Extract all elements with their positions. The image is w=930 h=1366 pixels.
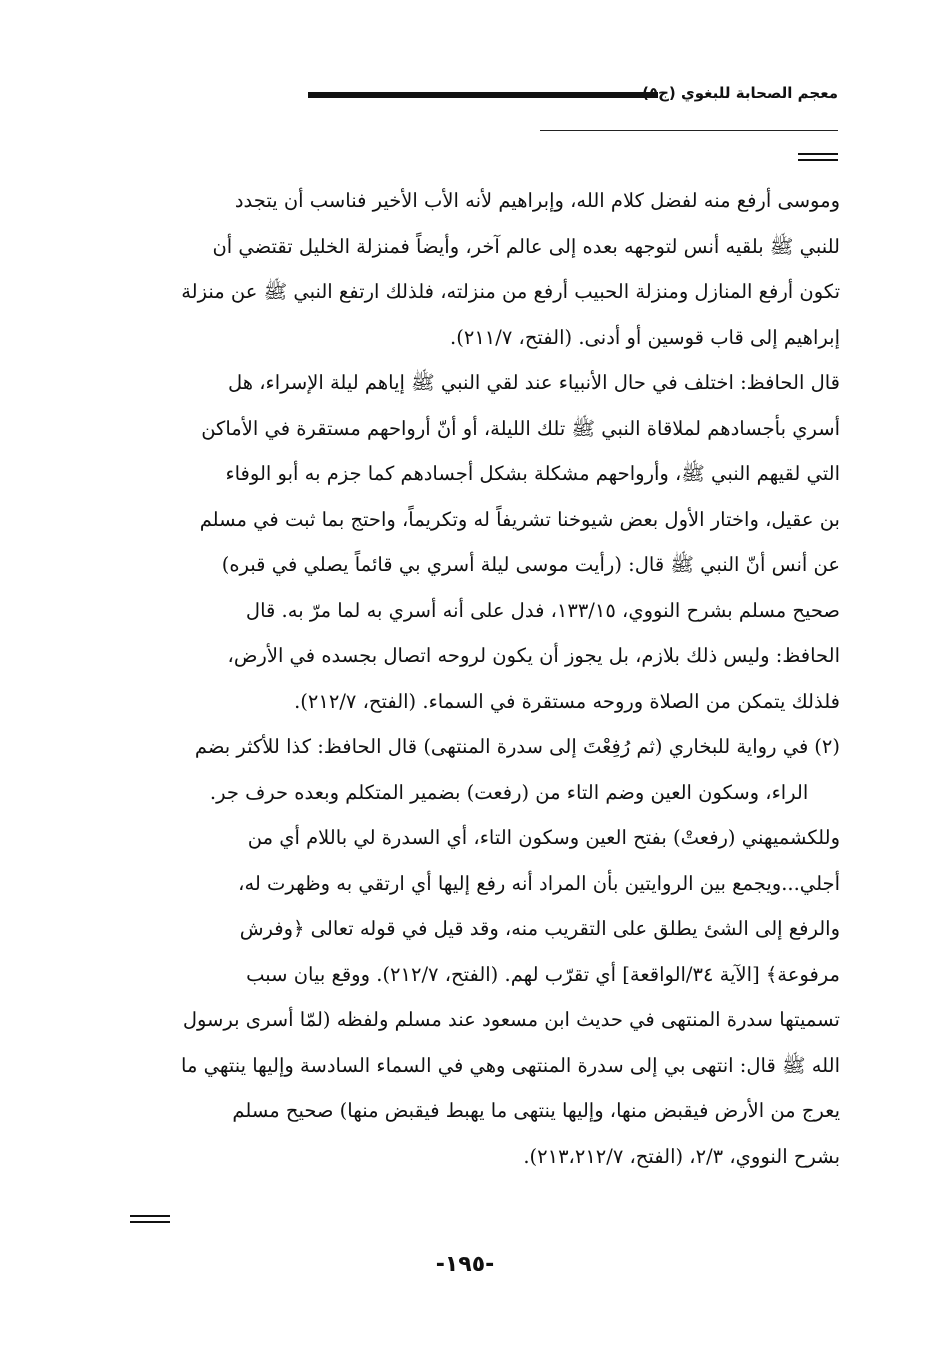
continuation-line: للنبي ﷺ بلقيه أنس لتوجهه بعده إلى عالم آخر، وأيضاً فمنزلة الخليل تقتضي أن — [212, 234, 840, 258]
footnote-continuation-line: أجلي...ويجمع بين الروايتين بأن المراد أنه رفع إليها أي ارتقي به وظهرت له، — [238, 871, 840, 895]
hafiz-paragraph-line: صحيح مسلم بشرح النووي، ١٣٣/١٥، فدل على أنه أسري به لما مرّ به. قال — [245, 598, 840, 622]
footnote-number: (٢) — [814, 735, 840, 758]
header-thick-rule — [308, 92, 658, 98]
footnote-continuation-line: بشرح النووي، ٢/٣، (الفتح، ٢١٣،٢١٢/٧). — [523, 1144, 840, 1168]
continuation-line: تكون أرفع المنازل ومنزلة الحبيب أرفع من منزلته، فلذلك ارتفع النبي ﷺ عن منزلة — [181, 280, 840, 303]
hafiz-paragraph-line: أسري بأجسادهم لملاقاة النبي ﷺ تلك الليلة، أو أنّ أرواحهم مستقرة في الأماكن — [201, 416, 840, 440]
footnote-continuation-line: والرفع إلى الشئ يطلق على التقريب منه، وقد قيل في قوله تعالى ﴿وفرش — [239, 917, 840, 940]
hafiz-paragraph-line: التي لقيهم النبي ﷺ، وأرواحهم مشكلة بشكل أجسادهم كما جزم به أبو الوفاء — [225, 462, 840, 485]
footnote-separator-mark-top — [798, 153, 838, 161]
footnote-line: في رواية للبخاري (ثم رُفِعْتَ إلى سدرة المنتهى) قال الحافظ: كذا للأكثر بضم — [194, 735, 809, 758]
footnote-continuation-line: مرفوعة﴾ [الآية ٣٤/الواقعة] أي تقرّب لهم. (الفتح، ٢١٢/٧). ووقع بيان سبب — [246, 962, 840, 986]
page-number: -١٩٥- — [435, 1252, 495, 1277]
footnote-continuation-line: الله ﷺ قال: انتهى بي إلى سدرة المنتهى وهي في السماء السادسة وإليها ينتهي ما — [181, 1053, 840, 1077]
footnote-separator-mark-bottom — [130, 1215, 170, 1223]
hafiz-paragraph-line: فلذلك يتمكن من الصلاة وروحه مستقرة في السماء. (الفتح، ٢١٢/٧). — [294, 689, 840, 713]
footnote-continuation-line: يعرج من الأرض فيقبض منها، وإليها ينتهى ما يهبط فيقبض منها) صحيح مسلم — [232, 1099, 840, 1122]
footnote-continuation-line: وللكشميهني (رفعتْ) بفتح العين وسكون التاء، أي السدرة لي باللام أي من — [247, 826, 840, 849]
footnote-2-text — [128, 724, 808, 815]
continuation-line: إبراهيم إلى قاب قوسين أو أدنى. (الفتح، ٢١١/٧). — [450, 325, 840, 349]
hafiz-paragraph-line: قال الحافظ: اختلف في حال الأنبياء عند لقي النبي ﷺ إياهم ليلة الإسراء، هل — [228, 371, 840, 394]
footnote-continuation-line: تسميتها سدرة المنتهى في حديث ابن مسعود عند مسلم ولفظه (لمّا أسرى برسول — [182, 1008, 840, 1031]
footnote-2 — [128, 724, 840, 815]
continuation-line: وموسى أرفع منه لفضل كلام الله، وإبراهيم لأنه الأب الأخير فناسب أن يتجدد — [234, 189, 840, 212]
header-thin-rule — [540, 130, 838, 131]
footnote-line: الراء، وسكون العين وضم التاء من (رفعت) بضمير المتكلم وبعده حرف جر. — [209, 780, 809, 804]
running-header-title: معجم الصحابة للبغوي (ج — [658, 84, 838, 102]
footnotes-body — [128, 178, 840, 1179]
hafiz-paragraph-line: بن عقيل، واختار الأول بعض شيوخنا تشريفاً له وتكريماً، واحتج بما ثبت في مسلم — [199, 507, 840, 531]
hafiz-paragraph-line: عن أنس أنّ النبي ﷺ قال: (رأيت موسى ليلة أسري بي قائماً يصلي في قبره) — [221, 553, 840, 576]
hafiz-paragraph-line: الحافظ: وليس ذلك بلازم، بل يجوز أن يكون لروحه اتصال بجسده في الأرض، — [227, 644, 840, 667]
